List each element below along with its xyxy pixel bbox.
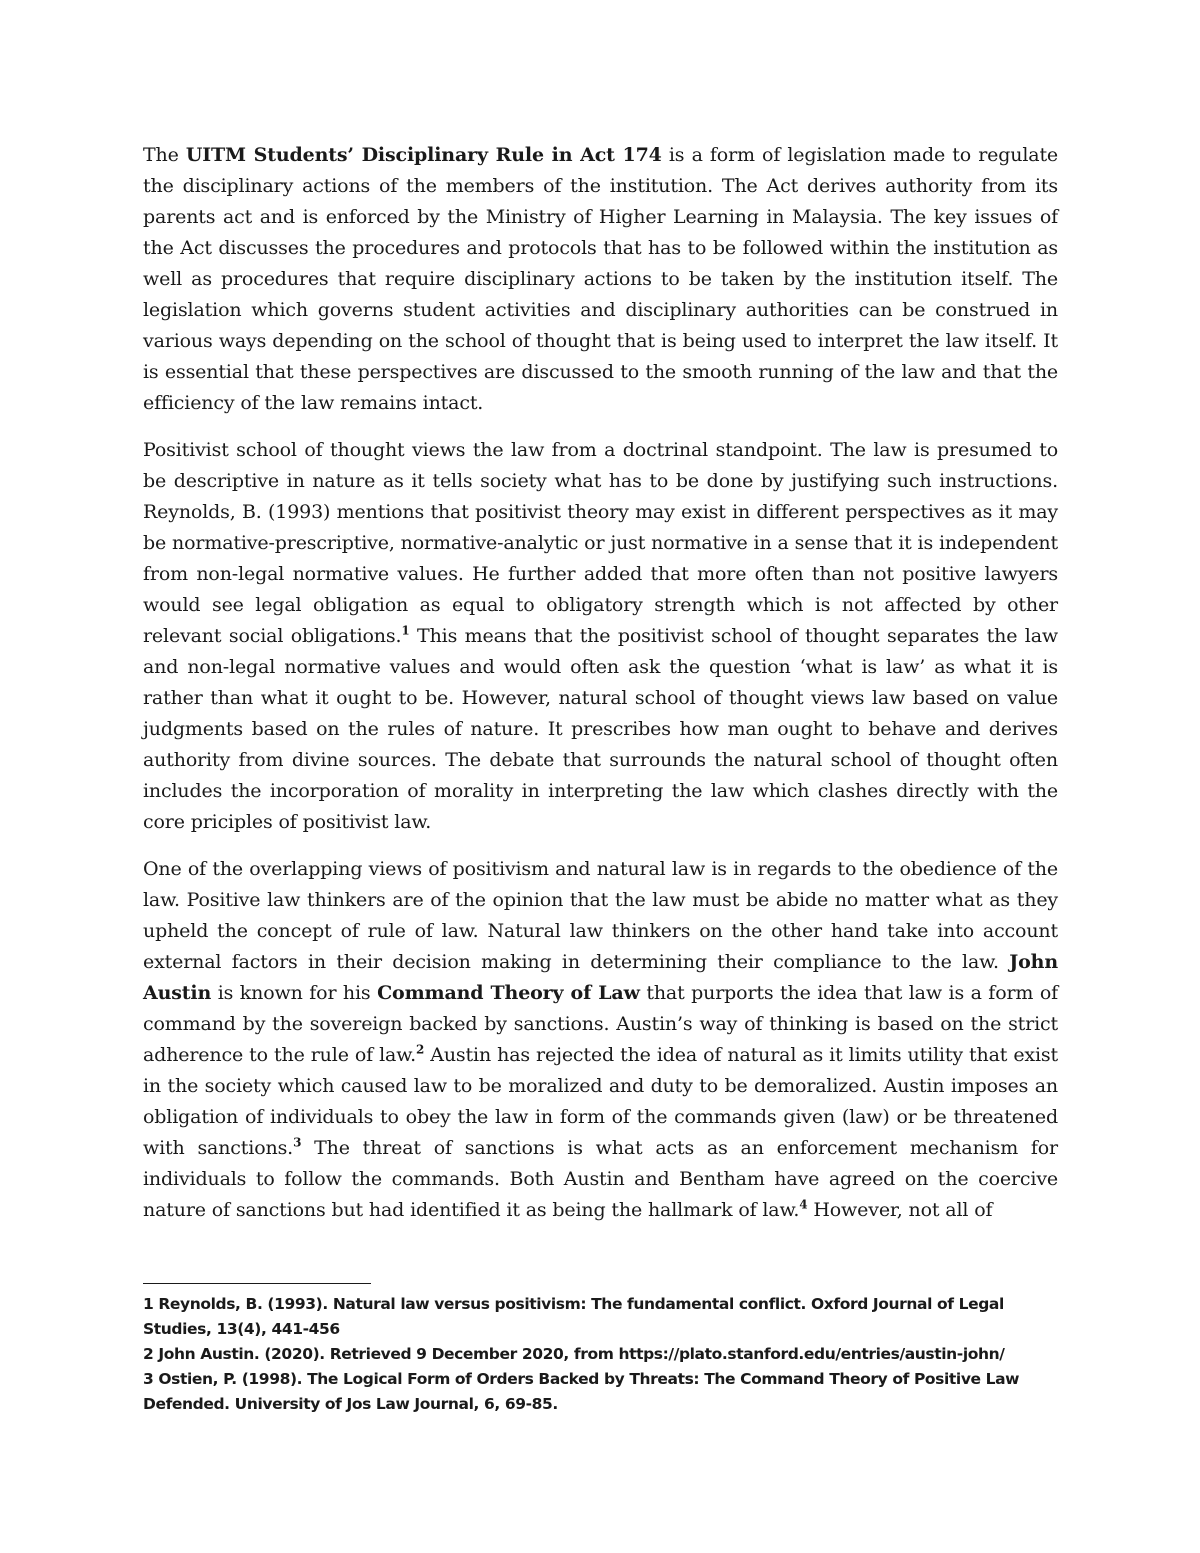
paragraph-3-text-f: However, not all of bbox=[807, 1199, 993, 1221]
paragraph-3-text-c: that purports the idea that law is a form of command by the sovereign backed by sanctions. Austin’s way of thinking is based on the strict adherence to the rule of law. bbox=[143, 982, 1058, 1066]
footnote-2: 2 John Austin. (2020). Retrieved 9 December 2020, from https://plato.stanford.edu/entries/austin-john/ bbox=[143, 1345, 1005, 1363]
footnote-ref-3: 3 bbox=[293, 1135, 302, 1150]
john-austin-bold: John Austin bbox=[143, 951, 1058, 1004]
paragraph-3 bbox=[143, 854, 1058, 1226]
act-title: UITM Students’ Disciplinary Rule in Act 174 bbox=[185, 144, 662, 166]
footnote-1: 1 Reynolds, B. (1993). Natural law versus positivism: The fundamental conflict. Oxford Journal of Legal Studies, 13(4), 441-456 bbox=[143, 1295, 1004, 1338]
paragraph-3-text-b: is known for his bbox=[211, 982, 378, 1004]
paragraph-2-text-start: Positivist school of thought views the law from a doctrinal standpoint. The law is presumed to be descriptive in nature as it tells society what has to be done by justifying such instructions. Reynolds, B. (1993) mentions that positivist theory may exist in different perspectives as it may be normative-prescriptive, normative-analytic or just normative in a sense that it is independent from non-legal normative values. He further added that more often than not positive lawyers would see legal obligation as equal to obligatory strength which is not affected by other relevant social obligations. bbox=[143, 439, 1058, 647]
footnotes bbox=[143, 1292, 1073, 1417]
paragraph-3-text-d: Austin has rejected the idea of natural as it limits utility that exist in the society which caused law to be moralized and duty to be demoralized. Austin imposes an obligation of individuals to obey the law in form of the commands given (law) or be threatened with sanctions. bbox=[143, 1044, 1058, 1159]
paragraph-3-text-e: The threat of sanctions is what acts as an enforcement mechanism for individuals to follow the commands. Both Austin and Bentham have agreed on the coercive nature of sanctions but had identified it as being the hallmark of law. bbox=[143, 1137, 1058, 1221]
body-text bbox=[143, 140, 1058, 1242]
paragraph-2 bbox=[143, 435, 1058, 838]
footnote-separator bbox=[143, 1283, 371, 1284]
footnote-ref-4: 4 bbox=[799, 1197, 808, 1212]
paragraph-2-text-rest: This means that the positivist school of thought separates the law and non-legal normative values and would often ask the question ‘what is law’ as what it is rather than what it ought to be. However, natural school of thought views law based on value judgments based on the rules of nature. It prescribes how man ought to behave and derives authority from divine sources. The debate that surrounds the natural school of thought often includes the incorporation of morality in interpreting the law which clashes directly with the core priciples of positivist law. bbox=[143, 625, 1058, 833]
footnote-ref-2: 2 bbox=[415, 1042, 425, 1057]
paragraph-1 bbox=[143, 140, 1058, 419]
paragraph-1-text-rest: is a form of legislation made to regulate the disciplinary actions of the members of the institution. The Act derives authority from its parents act and is enforced by the Ministry of Higher Learning in Malaysia. The key issues of the Act discusses the procedures and protocols that has to be followed within the institution as well as procedures that require disciplinary actions to be taken by the institution itself. The legislation which governs student activities and disciplinary authorities can be construed in various ways depending on the school of thought that is being used to interpret the law itself. It is essential that these perspectives are discussed to the smooth running of the law and that the efficiency of the law remains intact. bbox=[143, 144, 1059, 414]
paragraph-3-text-start: One of the overlapping views of positivism and natural law is in regards to the obedience of the law. Positive law thinkers are of the opinion that the law must be abide no matter what as they upheld the concept of rule of law. Natural law thinkers on the other hand take into account external factors in their decision making in determining their compliance to the law. bbox=[143, 858, 1058, 973]
paragraph-1-text-start: The bbox=[143, 144, 186, 166]
footnote-3: 3 Ostien, P. (1998). The Logical Form of Orders Backed by Threats: The Command Theory of Positive Law Defended. University of Jos Law Journal, 6, 69-85. bbox=[143, 1370, 1020, 1413]
command-theory-bold: Command Theory of Law bbox=[377, 982, 640, 1004]
footnote-ref-1: 1 bbox=[401, 623, 410, 638]
